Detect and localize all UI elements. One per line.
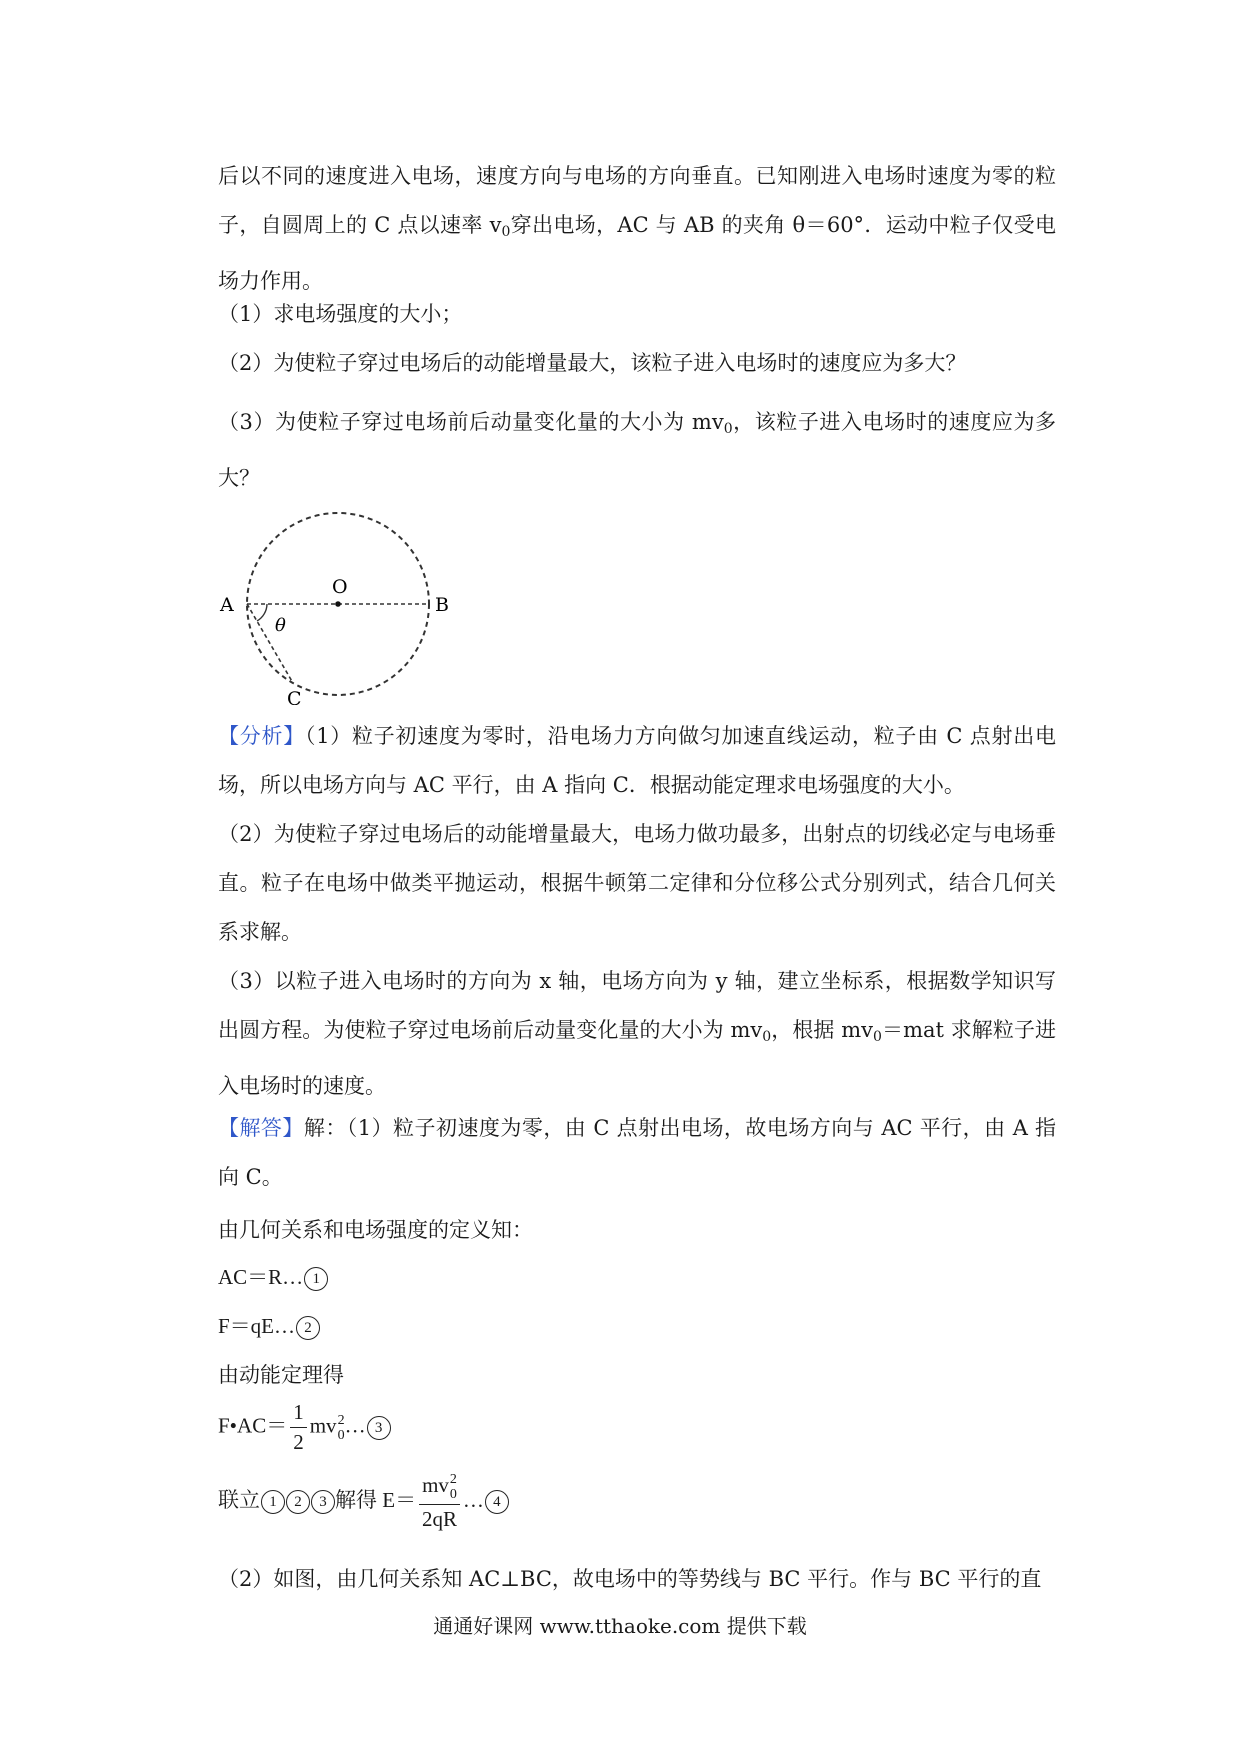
problem-statement: 后以不同的速度进入电场，速度方向与电场的方向垂直。已知刚进入电场时速度为零的粒子，自圆周上的 C 点以速率 $v_0$穿出电场，AC 与 AB 的夹角 θ＝60°．运动中粒子仅受电场力作用。 — [218, 164, 1056, 293]
label-o: O — [332, 576, 348, 598]
circle-diagram — [215, 505, 475, 705]
analysis-tag: 【分析】 — [218, 724, 305, 748]
angle-arc — [257, 604, 267, 621]
equation-1: AC＝R… 1 — [218, 1261, 328, 1291]
question-1: （1）求电场强度的大小； — [218, 302, 463, 326]
label-c: C — [287, 688, 302, 705]
question-3: （3）为使粒子穿过电场前后动量变化量的大小为 $mv_0$，该粒子进入电场时的速度应为多大？ — [218, 410, 1057, 490]
solution-tag: 【解答】 — [218, 1116, 304, 1140]
circled-2b: 2 — [286, 1490, 310, 1514]
circled-3: 3 — [367, 1416, 391, 1440]
equation-3: F•AC＝ $\frac{1}{2}$ mv 2 0 … 3 — [218, 1400, 391, 1455]
circled-1b: 1 — [261, 1490, 285, 1514]
circled-2: 2 — [296, 1316, 320, 1340]
solution-3: 由动能定理得 — [218, 1363, 344, 1387]
solution-4: （2）如图，由几何关系知 AC⊥BC，故电场中的等势线与 BC 平行。作与 BC 平行的直 — [218, 1567, 1042, 1591]
equation-2: F＝qE… 2 — [218, 1310, 320, 1340]
label-theta: θ — [275, 615, 286, 636]
question-2: （2）为使粒子穿过电场后的动能增量最大，该粒子进入电场时的速度应为多大？ — [218, 351, 967, 375]
solution-1: 【解答】解：（1）粒子初速度为零，由 C 点射出电场，故电场方向与 AC 平行，由 A 指向 C。 — [218, 1116, 1056, 1189]
footer-text: 通通好课网 www.tthaoke.com 提供下载 — [433, 1614, 807, 1638]
label-a: A — [220, 594, 234, 616]
fraction-e: mv 2 0 2qR — [419, 1472, 460, 1532]
fraction-half: $\frac{1}{2}$ — [290, 1400, 307, 1455]
center-point — [335, 601, 341, 607]
analysis-3: （3）以粒子进入电场时的方向为 x 轴，电场方向为 y 轴，建立坐标系，根据数学知识写出圆方程。为使粒子穿过电场前后动量变化量的大小为 $mv_0$，根据 $mv_0=mat$ 求解粒子进入电场时的速度。 — [218, 969, 1057, 1098]
circled-1: 1 — [304, 1267, 328, 1291]
label-b: B — [435, 594, 449, 616]
chord-ac — [247, 604, 293, 683]
circled-4: 4 — [485, 1490, 509, 1514]
solution-2: 由几何关系和电场强度的定义知： — [218, 1218, 533, 1242]
equation-4: 联立 1 2 3 解得 E＝ mv 2 0 2qR … 4 — [218, 1472, 509, 1532]
analysis-1: 【分析】（1）粒子初速度为零时，沿电场力方向做匀加速直线运动，粒子由 C 点射出电场，所以电场方向与 AC 平行，由 A 指向 C．根据动能定理求电场强度的大小。 — [218, 724, 1057, 797]
circled-3b: 3 — [311, 1490, 335, 1514]
analysis-2: （2）为使粒子穿过电场后的动能增量最大，电场力做功最多，出射点的切线必定与电场垂直。粒子在电场中做类平抛运动，根据牛顿第二定律和分位移公式分别列式，结合几何关系求解。 — [218, 822, 1056, 944]
